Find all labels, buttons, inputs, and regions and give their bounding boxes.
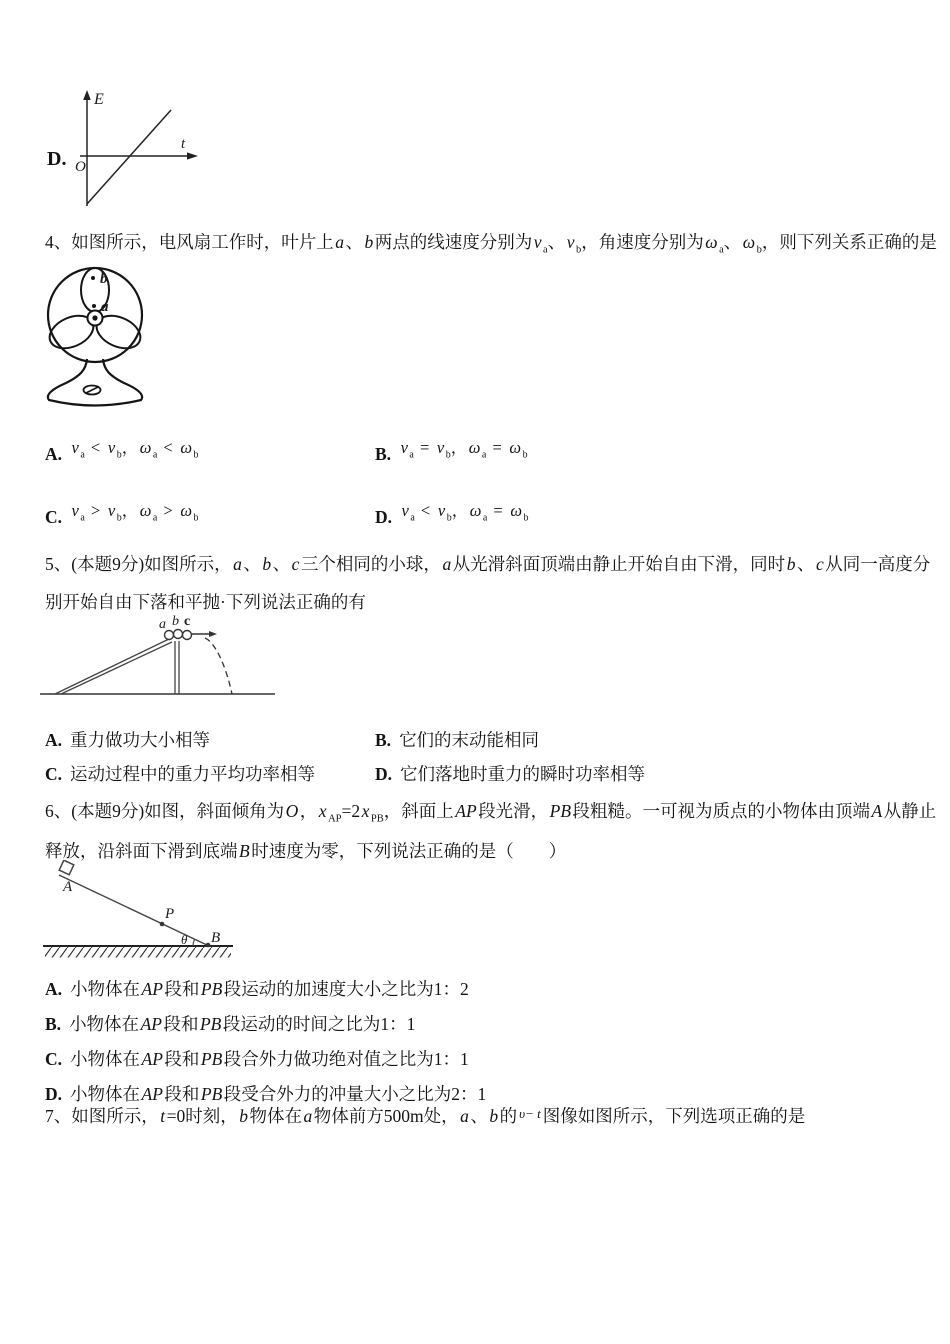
- label-b: B: [211, 930, 221, 946]
- ball-b-label: b: [172, 614, 179, 629]
- q4-option-c: [45, 501, 199, 528]
- point-b-dot: [91, 276, 95, 280]
- q6-option-c-text: 小物体在AP段和PB段合外力做功绝对值之比为1：1: [70, 1049, 469, 1069]
- ball-b: [174, 630, 183, 639]
- q6-option-c: [45, 1046, 469, 1071]
- q6-option-a-label: A.: [45, 979, 63, 999]
- incline-top-edge: [55, 639, 169, 694]
- q6-diagram: [35, 860, 245, 965]
- q5-option-d: [375, 761, 645, 786]
- q4-option-c-label: C.: [45, 507, 63, 527]
- option-d-label: D.: [47, 148, 67, 170]
- q5-option-c-label: C.: [45, 764, 63, 784]
- y-axis-label: E: [94, 91, 104, 108]
- q5-option-d-label: D.: [375, 764, 393, 784]
- fan-hub-center: [92, 315, 97, 320]
- point-b-label: b: [100, 271, 108, 287]
- q6-option-b-label: B.: [45, 1014, 62, 1034]
- q6-option-d-text: 小物体在AP段和PB段受合外力的冲量大小之比为2：1: [70, 1084, 487, 1104]
- projectile-trajectory: [205, 638, 232, 694]
- incline-bottom-edge: [61, 642, 172, 694]
- q4-option-b-label: B.: [375, 444, 392, 464]
- x-axis-arrow-icon: [187, 152, 198, 159]
- ground-hatching: [45, 947, 231, 958]
- ball-c: [183, 631, 192, 640]
- et-graph-diagram: [73, 88, 213, 216]
- q5-diagram: [35, 614, 285, 709]
- fan-stand: [48, 359, 142, 406]
- fan-diagram: [40, 256, 155, 408]
- point-p-dot: [160, 922, 165, 927]
- origin-label: O: [75, 159, 86, 175]
- q5-option-b-label: B.: [375, 730, 392, 750]
- point-a-dot: [92, 304, 96, 308]
- q4-option-d: [375, 501, 529, 528]
- q6-option-b-text: 小物体在AP段和PB段运动的时间之比为1：1: [69, 1014, 416, 1034]
- label-p: P: [165, 906, 175, 922]
- q4-option-c-formula: v $_a$ > v $_b$，ω $_a$ > ω $_b$: [71, 501, 199, 524]
- fan-base-button-slash: [85, 387, 99, 394]
- velocity-arrow-head-icon: [209, 631, 217, 637]
- q5-stem: 5、(本题9分)如图所示，a、b、c三个相同的小球，a从光滑斜面顶端由静止开始自由下滑，同时b、c从同一高度分别开始自由下落和平抛·下列说法正确的有: [45, 554, 931, 612]
- q6-stem: 6、(本题9分)如图，斜面倾角为O，x $_{AP}$=2x $_{PB}$，斜面上AP段光滑，PB段粗糙。一可视为质点的小物体由顶端A从静止释放，沿斜面下滑到底端B时速度为零，下列说法正确的是（ ）: [45, 801, 937, 861]
- x-axis-label: t: [181, 136, 186, 152]
- q5-option-c: [45, 761, 315, 786]
- q6-option-a: [45, 976, 469, 1001]
- q5-option-a-label: A.: [45, 730, 63, 750]
- point-b-dot: [206, 943, 211, 948]
- block: [59, 860, 74, 875]
- q4-option-a-label: A.: [45, 444, 63, 464]
- q4-option-d-formula: v $_a$ < v $_b$，ω $_a$ = ω $_b$: [401, 501, 529, 524]
- q6-option-d: [45, 1081, 486, 1106]
- q4-stem: 4、如图所示，电风扇工作时，叶片上a、b两点的线速度分别为v $_a$、v $_b$，角速度分别为ω $_a$、ω $_b$，则下列关系正确的是: [45, 232, 937, 256]
- q5-option-b-text: 它们的末动能相同: [399, 730, 540, 750]
- q5-option-b: [375, 727, 539, 752]
- q6-option-d-label: D.: [45, 1084, 63, 1104]
- q6-option-c-label: C.: [45, 1049, 63, 1069]
- ball-a-label: a: [159, 617, 166, 632]
- y-axis-arrow-icon: [83, 90, 91, 100]
- q5-option-c-text: 运动过程中的重力平均功率相等: [70, 764, 316, 784]
- angle-label: θ: [181, 932, 188, 947]
- point-a-label: a: [101, 299, 109, 315]
- q4-option-d-label: D.: [375, 507, 393, 527]
- q4-option-b: [375, 438, 528, 465]
- q4-option-a: [45, 438, 199, 465]
- label-a: A: [63, 879, 73, 895]
- q4-option-b-formula: v $_a$ = v $_b$，ω $_a$ = ω $_b$: [400, 438, 528, 461]
- q5-option-a-text: 重力做功大小相等: [70, 730, 211, 750]
- q6-option-a-text: 小物体在AP段和PB段运动的加速度大小之比为1：2: [70, 979, 469, 999]
- q5-option-d-text: 它们落地时重力的瞬时功率相等: [400, 764, 646, 784]
- graph-line: [87, 110, 171, 204]
- q4-option-a-formula: v $_a$ < v $_b$，ω $_a$ < ω $_b$: [71, 438, 199, 461]
- ball-c-label: c: [184, 614, 191, 629]
- q7-stem: 7、如图所示，t=0时刻，b物体在a物体前方500m处，a、b的 $^{\upsilon- t}$ 图像如图所示，下列选项正确的是: [45, 1106, 806, 1126]
- q6-option-b: [45, 1011, 415, 1036]
- q5-option-a: [45, 727, 210, 752]
